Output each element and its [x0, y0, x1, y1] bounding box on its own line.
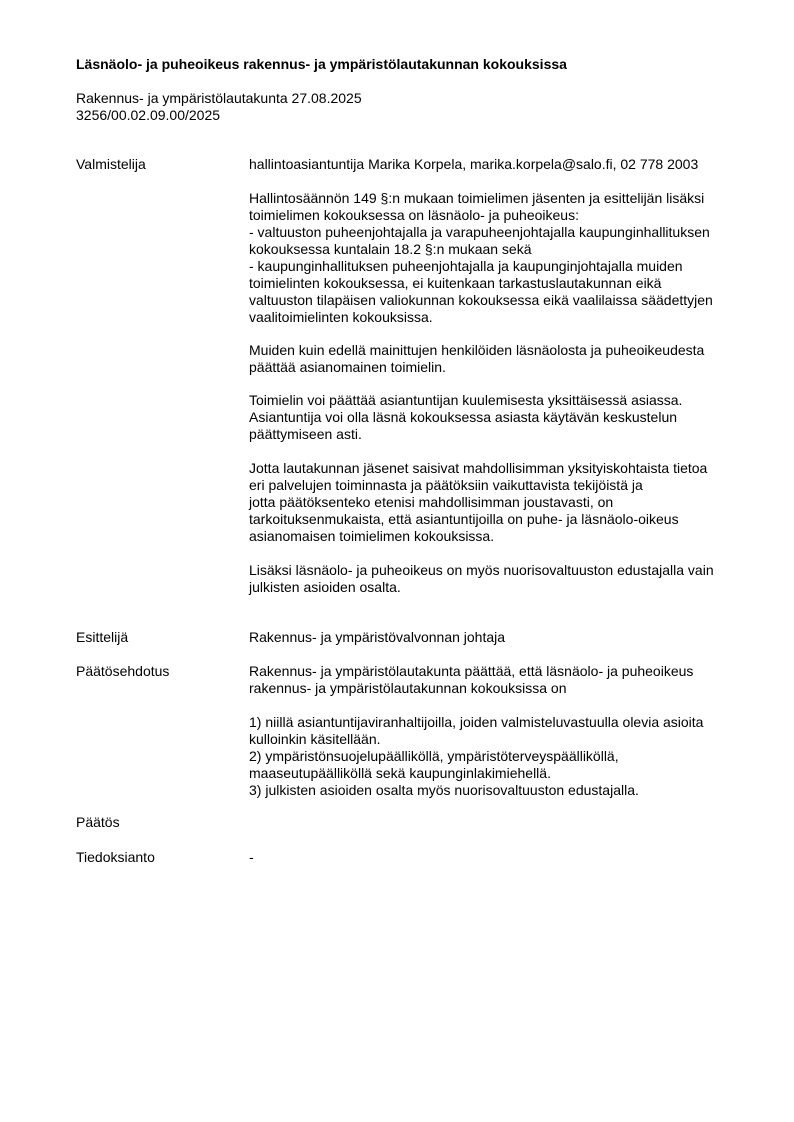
- paragraph-line: toimielinten kokouksessa, ei kuitenkaan tarkastuslautakunnan eikä: [249, 275, 662, 291]
- paragraph-line: Asiantuntija voi olla läsnä kokouksessa asiasta käytävän keskustelun: [249, 409, 678, 425]
- paatosehdotus-list: [249, 714, 703, 799]
- paragraph-line: asianomaisen toimielimen kokouksissa.: [249, 528, 495, 544]
- paragraph-line: kokouksessa kuntalain 18.2 §:n mukaan sekä: [249, 241, 532, 257]
- paragraph-perustelu: [249, 460, 707, 545]
- list-item: maaseutupäälliköllä sekä kaupunginlakimiehellä.: [249, 765, 551, 781]
- tiedoksianto-label: Tiedoksianto: [76, 849, 155, 865]
- list-item: kulloinkin käsitellään.: [249, 731, 381, 747]
- paragraph-line: valtuuston tilapäisen valiokunnan kokouksessa eikä vaalilaissa säädettyjen: [249, 292, 713, 308]
- paragraph-line: - kaupunginhallituksen puheenjohtajalla ja kaupunginjohtajalla muiden: [249, 258, 683, 274]
- document-title: Läsnäolo- ja puheoikeus rakennus- ja ympäristölautakunnan kokouksissa: [76, 56, 567, 72]
- paragraph-line: päättää asianomainen toimielin.: [249, 359, 446, 375]
- paragraph-line: julkisten asioiden osalta.: [249, 579, 401, 595]
- paatos-label: Päätös: [76, 814, 120, 830]
- paragraph-line: vaalitoimielinten kokouksissa.: [249, 309, 433, 325]
- paragraph-hallintosaanto: [249, 190, 713, 326]
- paragraph-asiantuntija: [249, 392, 682, 443]
- tiedoksianto-value: -: [249, 849, 254, 865]
- paragraph-line: Muiden kuin edellä mainittujen henkilöiden läsnäolosta ja puheoikeudesta: [249, 342, 705, 358]
- list-item: 1) niillä asiantuntijaviranhaltijoilla, joiden valmisteluvastuulla olevia asioita: [249, 714, 704, 730]
- meeting-info: Rakennus- ja ympäristölautakunta 27.08.2025: [76, 90, 362, 106]
- paragraph-line: Lisäksi läsnäolo- ja puheoikeus on myös nuorisovaltuuston edustajalla vain: [249, 562, 714, 578]
- paragraph-line: jotta päätöksenteko etenisi mahdollisimman joustavasti, on: [249, 494, 614, 510]
- paragraph-line: toimielimen kokouksessa on läsnäolo- ja puheoikeus:: [249, 207, 579, 223]
- paragraph-line: Rakennus- ja ympäristölautakunta päättää, että läsnäolo- ja puheoikeus: [249, 663, 694, 679]
- list-item: 3) julkisten asioiden osalta myös nuorisovaltuuston edustajalla.: [249, 782, 639, 798]
- paragraph-line: tarkoituksenmukaista, että asiantuntijoilla on puhe- ja läsnäolo-oikeus: [249, 511, 679, 527]
- paragraph-nuorisovaltuusto: [249, 562, 714, 596]
- list-item: 2) ympäristönsuojelupäälliköllä, ympäristöterveyspäälliköllä,: [249, 748, 619, 764]
- esittelija-label: Esittelijä: [76, 629, 129, 645]
- paragraph-line: - valtuuston puheenjohtajalla ja varapuheenjohtajalla kaupunginhallituksen: [249, 224, 710, 240]
- paragraph-line: Jotta lautakunnan jäsenet saisivat mahdollisimman yksityiskohtaista tietoa: [249, 460, 708, 476]
- esittelija-value: Rakennus- ja ympäristövalvonnan johtaja: [249, 629, 506, 645]
- paragraph-line: rakennus- ja ympäristölautakunnan kokouksissa on: [249, 680, 567, 696]
- paragraph-line: Hallintosäännön 149 §:n mukaan toimielimen jäsenten ja esittelijän lisäksi: [249, 190, 705, 206]
- valmistelija-value: hallintoasiantuntija Marika Korpela, marika.korpela@salo.fi, 02 778 2003: [249, 156, 699, 172]
- paragraph-line: eri palvelujen toiminnasta ja päätöksiin vaikuttavista tekijöistä ja: [249, 477, 643, 493]
- paragraph-line: päättymiseen asti.: [249, 426, 362, 442]
- valmistelija-label: Valmistelija: [76, 156, 146, 172]
- paatosehdotus-label: Päätösehdotus: [76, 663, 170, 679]
- paragraph-line: Toimielin voi päättää asiantuntijan kuulemisesta yksittäisessä asiassa.: [249, 392, 683, 408]
- case-number: 3256/00.02.09.00/2025: [76, 107, 221, 123]
- paatosehdotus-text: [249, 663, 693, 697]
- paragraph-muiden-henkiloiden: [249, 342, 704, 376]
